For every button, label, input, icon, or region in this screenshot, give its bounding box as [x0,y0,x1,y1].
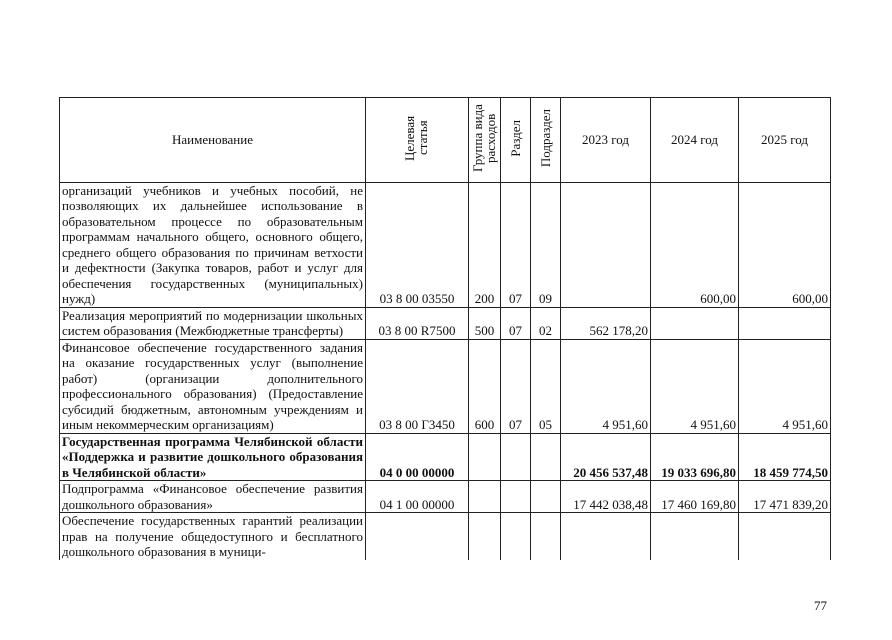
row-2024 [651,513,739,560]
budget-table [59,97,831,560]
row-name: Обеспечение государственных гарантий реализации прав на получение общедоступного и бесплатного дошкольного образования в муници- [60,513,366,560]
row-subsection: 09 [531,182,561,307]
row-section: 07 [501,339,531,433]
row-subsection: 05 [531,339,561,433]
table-row [60,307,831,339]
row-name: Финансовое обеспечение государственного задания на оказание государственных услуг (выполнение работ) (организации дополнительного профессионального образования) (Предоставление субсидий бюджетным, автономным учреждениям и иным некоммерческим организациям) [60,339,366,433]
header-section: Раздел [501,98,531,183]
header-year-2025: 2025 год [739,98,831,183]
row-section [501,513,531,560]
header-subsection: Подраздел [531,98,561,183]
table-header-row [60,98,831,183]
row-target [366,513,469,560]
table-row [60,513,831,560]
row-2025 [739,513,831,560]
header-target-article: Целевая статья [366,98,469,183]
row-2023 [561,182,651,307]
header-year-2024: 2024 год [651,98,739,183]
row-2023: 17 442 038,48 [561,481,651,513]
table-row [60,481,831,513]
row-target: 04 0 00 00000 [366,433,469,481]
header-expense-group: Группа вида расходов [469,98,501,183]
row-2025 [739,307,831,339]
row-section: 07 [501,182,531,307]
row-name: Подпрограмма «Финансовое обеспечение развития дошкольного образования» [60,481,366,513]
row-group [469,481,501,513]
row-2025: 600,00 [739,182,831,307]
row-group: 600 [469,339,501,433]
row-subsection [531,513,561,560]
row-2024 [651,307,739,339]
row-target: 04 1 00 00000 [366,481,469,513]
row-2025: 17 471 839,20 [739,481,831,513]
row-target: 03 8 00 R7500 [366,307,469,339]
row-2023: 20 456 537,48 [561,433,651,481]
table-row [60,339,831,433]
row-2024: 600,00 [651,182,739,307]
row-group: 200 [469,182,501,307]
row-group: 500 [469,307,501,339]
row-2023: 562 178,20 [561,307,651,339]
row-2025: 18 459 774,50 [739,433,831,481]
row-2023 [561,513,651,560]
row-2024: 19 033 696,80 [651,433,739,481]
row-section [501,433,531,481]
row-subsection [531,481,561,513]
row-group [469,513,501,560]
table-row [60,433,831,481]
header-year-2023: 2023 год [561,98,651,183]
row-2025: 4 951,60 [739,339,831,433]
row-subsection: 02 [531,307,561,339]
row-2023: 4 951,60 [561,339,651,433]
row-group [469,433,501,481]
row-target: 03 8 00 Г3450 [366,339,469,433]
row-2024: 4 951,60 [651,339,739,433]
row-subsection [531,433,561,481]
row-section [501,481,531,513]
page-number: 77 [814,598,827,613]
row-name: организаций учебников и учебных пособий, не позволяющих их дальнейшее использование в образовательном процессе по образовательным программам начального общего, основного общего, среднего общего образования по причинам ветхости и дефектности (Закупка товаров, работ и услуг для обеспечения государственных (муниципальных) нужд) [60,182,366,307]
row-name: Государственная программа Челябинской области «Поддержка и развитие дошкольного образования в Челябинской области» [60,433,366,481]
table-row [60,182,831,307]
row-target: 03 8 00 03550 [366,182,469,307]
row-section: 07 [501,307,531,339]
row-2024: 17 460 169,80 [651,481,739,513]
header-name: Наименование [60,98,366,183]
row-name: Реализация мероприятий по модернизации школьных систем образования (Межбюджетные трансферты) [60,307,366,339]
